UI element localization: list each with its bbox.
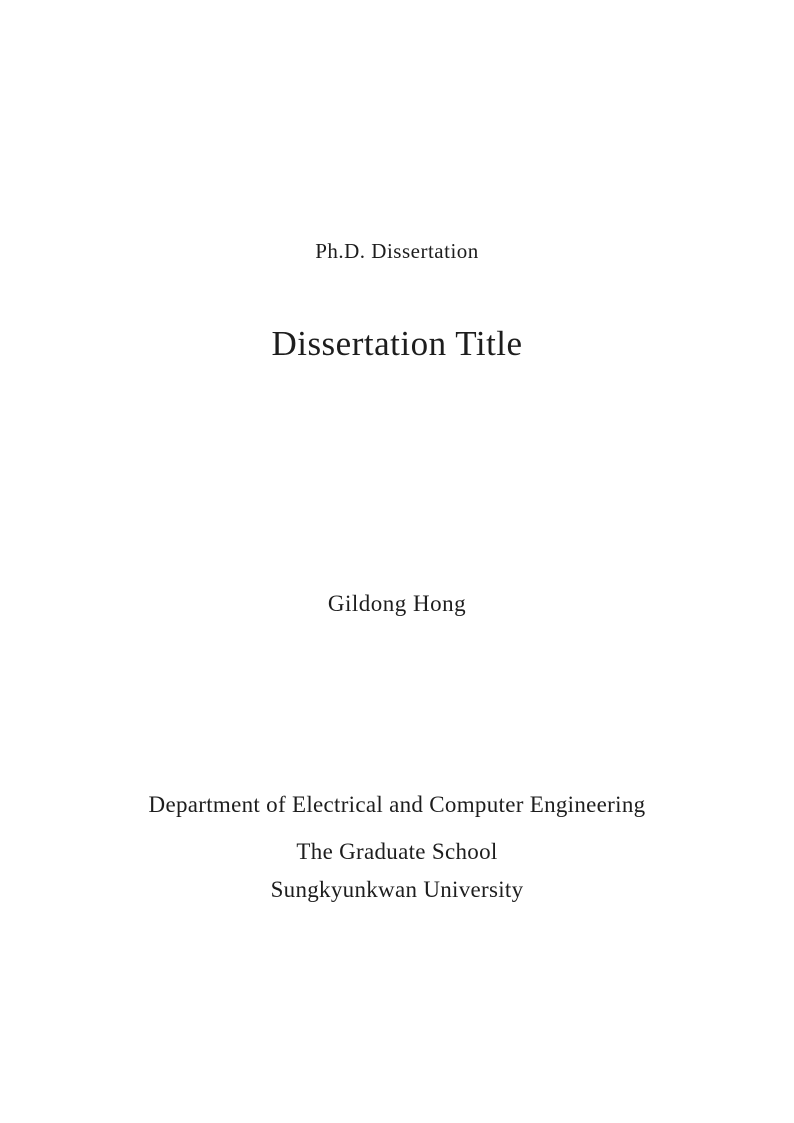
dissertation-title: Dissertation Title <box>271 324 523 363</box>
university-name: Sungkyunkwan University <box>270 877 524 902</box>
dissertation-category-label: Ph.D. Dissertation <box>315 239 479 263</box>
graduate-school-name: The Graduate School <box>296 839 498 864</box>
department-name: Department of Electrical and Computer Engineering <box>148 792 646 817</box>
author-name: Gildong Hong <box>327 591 467 616</box>
